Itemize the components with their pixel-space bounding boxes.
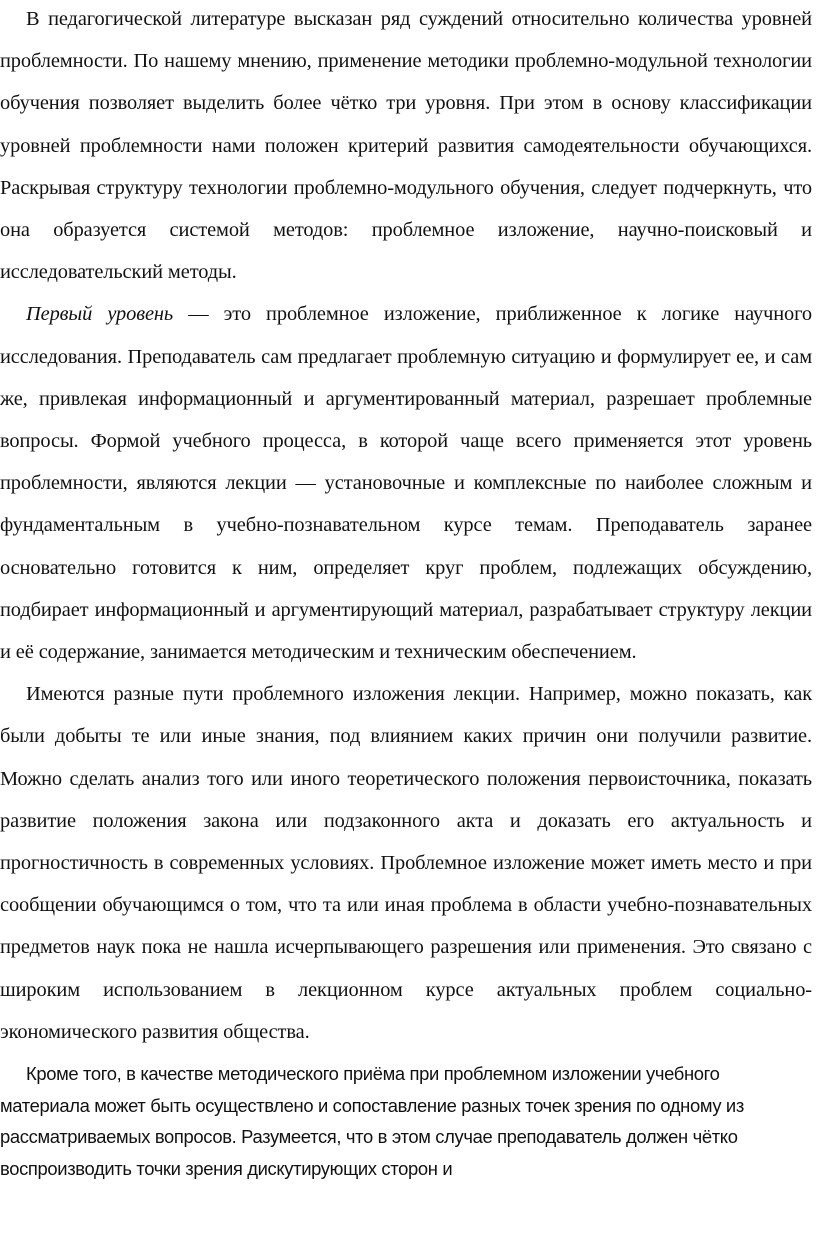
paragraph-first-level xyxy=(0,293,812,673)
first-level-description: — это проблемное изложение, приближенное к логике научного исследования. Преподаватель сам предлагает проблемную ситуацию и формулирует ее, и сам же, привлекая информационный и аргументированный материал, разрешает проблемные вопросы. Формой учебного процесса, в которой чаще всего применяется этот уровень проблемности, являются лекции — установочные и комплексные по наиболее сложным и фундаментальным в учебно-познавательном курсе темам. Преподаватель заранее основательно готовится к ним, определяет круг проблем, подлежащих обсуждению, подбирает информационный и аргументирующий материал, разрабатывает структуру лекции и её содержание, занимается методическим и техническим обеспечением. xyxy=(0,303,813,664)
paragraph-viewpoints: Кроме того, в качестве методического приёма при проблемном изложении учебного материала может быть осуществлено и сопоставление разных точек зрения по одному из рассматриваемых вопросов. Разумеется, что в этом случае преподаватель должен чётко воспроизводить точки зрения дискутирующих сторон и xyxy=(0,1063,744,1179)
first-level-term: Первый уровень xyxy=(26,303,174,326)
paragraph-levels-intro: В педагогической литературе высказан ряд суждений относительно количества уровней проблемности. По нашему мнению, применение методики проблемно-модульной технологии обучения позволяет выделить более чётко три уровня. При этом в основу классификации уровней проблемности нами положен критерий развития самодеятельности обучающихся. Раскрывая структуру технологии проблемно-модульного обучения, следует подчеркнуть, что она образуется системой методов: проблемное изложение, научно-поисковый и исследовательский методы. xyxy=(0,8,812,284)
paragraph-lecture-paths: Имеются разные пути проблемного изложения лекции. Например, можно показать, как были добыты те или иные знания, под влиянием каких причин они получили развитие. Можно сделать анализ того или иного теоретического положения первоисточника, показать развитие положения закона или подзаконного акта и доказать его актуальность и прогностичность в современных условиях. Проблемное изложение может иметь место и при сообщении обучающимся о том, что та или иная проблема в области учебно-познавательных предметов наук пока не нашла исчерпывающего разрешения или применения. Это связано с широким использованием в лекционном курсе актуальных проблем социально-экономического развития общества. xyxy=(0,683,812,1043)
